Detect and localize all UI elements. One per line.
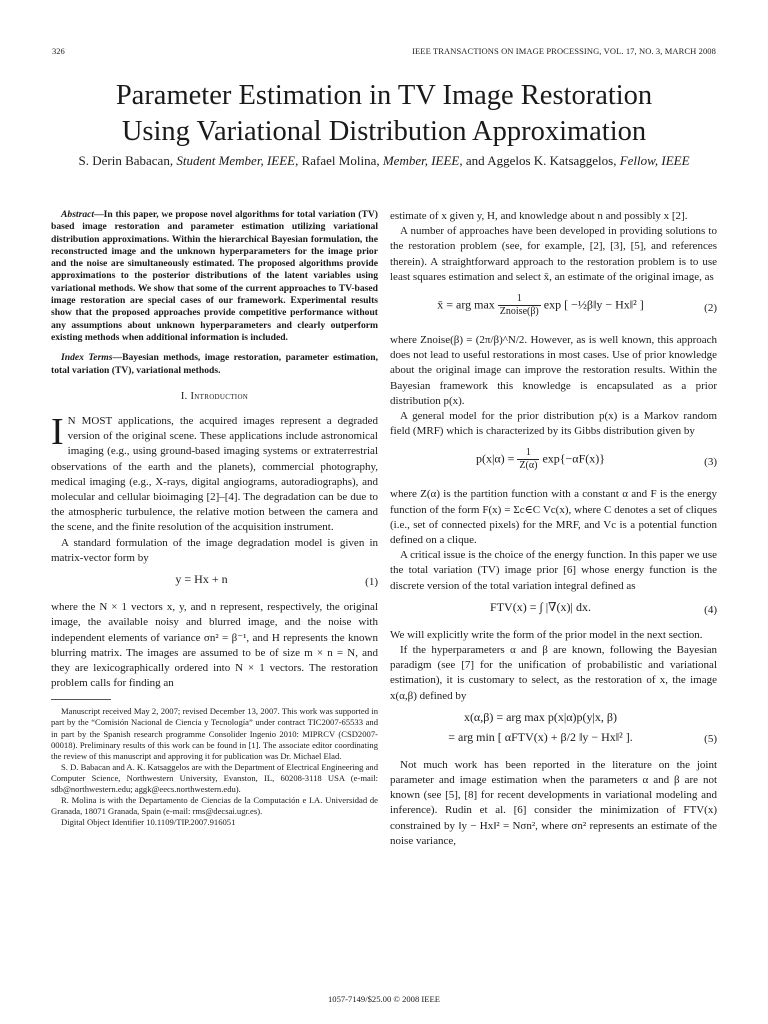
- footnote-affiliation-1: S. D. Babacan and A. K. Katsaggelos are with the Department of Electrical Engineering and Computer Science, Northwestern University, Evanston, IL, 60208-3118 USA (e-mail: sdb@northwestern.edu; aggk@eecs.northwestern.edu).: [51, 761, 378, 794]
- equation-2-body: [390, 293, 691, 318]
- footnote-affiliation-2: R. Molina is with the Departamento de Ciencias de la Computación e I.A. Universidad de Granada, 18071 Granada, Spain (e-mail: rms@decsai.ugr.es).: [51, 795, 378, 817]
- equation-3-rhs: exp{−αF(x)}: [542, 451, 606, 466]
- section-heading: [51, 389, 378, 404]
- index-terms: [51, 352, 378, 377]
- intro-paragraph-3: where the N × 1 vectors x, y, and n represent, respectively, the original image, the available noisy and blurred image, and the noise with independent elements of variance σn² = β⁻¹, and H represents the known blurring matrix. The images are assumed to be of size m × n = N, and they are lexicographically ordered into N × 1 vectors. The restoration problem calls for finding an: [51, 601, 378, 690]
- author-3-role: Fellow, IEEE: [619, 153, 690, 168]
- author-2-name: Rafael Molina,: [301, 153, 380, 168]
- title-line-1: Parameter Estimation in TV Image Restoration: [115, 80, 653, 111]
- paper-title: [30, 78, 738, 150]
- equation-2-frac-top: 1: [498, 293, 541, 306]
- equation-3: [390, 445, 717, 481]
- equation-3-frac-top: 1: [517, 447, 539, 460]
- page-number: 326: [52, 46, 65, 56]
- right-paragraph-8: Not much work has been reported in the literature on the joint parameter and image estimation when the parameters α and β are not known (see [5], [8] for recent developments in variational modeling and inference). Rudin et al. [6] consider the minimization of FTV(x) constrained by ‖y − Hx‖² = Nσn², where σn² represents an estimate of the noise variance,: [390, 758, 717, 847]
- right-paragraph-5: A critical issue is the choice of the energy function. In this paper we use the total variation (TV) image prior [6] whose energy function is the discrete version of the total variation integral defined as: [390, 549, 717, 592]
- equation-4: [390, 600, 717, 622]
- equation-1-body: y = Hx + n: [175, 572, 228, 587]
- index-terms-text: —Bayesian methods, image restoration, parameter estimation, total variation (TV), variational methods.: [51, 352, 378, 376]
- equation-2-fraction: [498, 293, 541, 318]
- equation-4-number: (4): [704, 603, 717, 616]
- equation-5-line-1: x(α,β) = arg max p(x|α)p(y|x, β): [463, 709, 618, 724]
- title-line-2: Using Variational Distribution Approximation: [121, 116, 647, 147]
- footnote-manuscript: Manuscript received May 2, 2007; revised December 13, 2007. This work was supported in part by the “Comisión Nacional de Ciencia y Tecnología” under contract TIC2007-65533 and in part by the Spanish research programme Consolider Ingenio 2010: MIPRCV (CSD2007-00018). Preliminary results of this work can be found in [1]. The associate editor coordinating the review of this manuscript and approving it for publication was Dr. Michael Elad.: [51, 706, 378, 761]
- equation-2-lhs: x̄ = arg max: [437, 297, 495, 312]
- author-1-role: Student Member, IEEE,: [176, 153, 299, 168]
- footnote-divider: [51, 699, 111, 700]
- intro-paragraph-1: [51, 411, 378, 536]
- equation-2: [390, 291, 717, 327]
- equation-2-rhs: exp [ −½β‖y − Hx‖² ]: [543, 297, 644, 312]
- right-paragraph-7: If the hyperparameters α and β are known, following the Bayesian paradigm (see [7] for the unification of probabilistic and variational estimation), it is customary to select, as the restoration of x, the image x(α,β) defined by: [390, 644, 717, 702]
- index-terms-label: Index Terms: [61, 352, 113, 364]
- footnote-doi: Digital Object Identifier 10.1109/TIP.2007.916051: [61, 817, 236, 828]
- equation-4-body: FTV(x) = ∫ |∇(x)| dx.: [490, 599, 591, 614]
- equation-5: [390, 710, 717, 752]
- equation-3-body: [390, 447, 691, 472]
- author-3-name: Aggelos K. Katsaggelos,: [487, 153, 617, 168]
- abstract-label: Abstract: [61, 209, 95, 220]
- journal-header: IEEE TRANSACTIONS ON IMAGE PROCESSING, VOL. 17, NO. 3, MARCH 2008: [412, 46, 716, 56]
- equation-5-line-2: = arg min [ αFTV(x) + β/2 ‖y − Hx‖² ].: [448, 729, 633, 744]
- equation-2-frac-bottom: Znoise(β): [499, 306, 539, 318]
- author-2-role: Member, IEEE,: [382, 153, 463, 168]
- author-1-name: S. Derin Babacan,: [78, 153, 174, 168]
- author-and: and: [465, 153, 485, 168]
- right-column: [390, 209, 717, 849]
- abstract: [51, 209, 378, 344]
- equation-3-frac-bottom: Z(α): [519, 460, 538, 472]
- section-title: Introduction: [190, 390, 249, 402]
- intro-p1-text: N MOST applications, the acquired images represent a degraded version of the original scene. These applications include astronomical imaging (e.g., using ground-based imaging systems or extraterrestrial observations of the earth and the planets), commercial photography, medical imaging (e.g., X-rays, digital angiograms, autoradiographs), and molecular and cellular bioimaging [2]–[4]. The degradation can be due to the atmospheric turbulence, the relative motion between the camera and the scene, and the finite resolution of the acquisition instrument.: [51, 415, 378, 534]
- right-paragraph-0: estimate of x given y, H, and knowledge about n and possibly x [2].: [390, 210, 688, 222]
- right-paragraph-1: A number of approaches have been developed in providing solutions to the restoration problem (see, for example, [2], [3], [5], and references therein). A straightforward approach to the restoration problem is to use least squares estimation and select x̄, an estimate of the original image, as: [390, 225, 717, 283]
- equation-1-number: (1): [365, 576, 378, 589]
- right-paragraph-6: We will explicitly write the form of the prior model in the next section.: [390, 628, 703, 641]
- intro-paragraph-2: A standard formulation of the image degradation model is given in matrix-vector form by: [51, 536, 378, 564]
- equation-3-fraction: [517, 447, 539, 472]
- abstract-text: —In this paper, we propose novel algorithms for total variation (TV) based image restoration and parameter estimation utilizing variational distribution approximations. Within the hierarchical Bayesian formulation, the reconstructed image and the unknown hyperparameters for the image prior and the noise are simultaneously estimated. The proposed algorithms provide approximations to the posterior distributions of the latent variables using variational methods. We show that some of the current approaches to TV-based image restoration are special cases of our framework. Experimental results show that the proposed approaches provide competitive performance without any assumptions about unknown hyperparameters and clearly outperform existing methods when additional information is included.: [51, 209, 378, 343]
- copyright-footer: 1057-7149/$25.00 © 2008 IEEE: [327, 994, 441, 1004]
- right-paragraph-3: A general model for the prior distribution p(x) is a Markov random field (MRF) which is characterized by its Gibbs distribution given by: [390, 410, 717, 438]
- right-paragraph-4: where Z(α) is the partition function with a constant α and F is the energy function of the form F(x) = Σc∈C Vc(x), where C denotes a set of cliques (i.e., set of connected pixels) for the MRF, and Vc is a potential function defined on a clique.: [390, 488, 717, 547]
- equation-2-number: (2): [704, 302, 717, 315]
- author-line: [30, 153, 738, 169]
- equation-3-number: (3): [704, 456, 717, 469]
- equation-1: [51, 572, 378, 594]
- equation-5-number: (5): [704, 732, 717, 745]
- section-numeral: I.: [180, 390, 188, 402]
- right-paragraph-2: where Znoise(β) = (2π/β)^N/2. However, as is well known, this approach does not lead to useful restorations in most cases. Use of prior knowledge about the original image can improve the restoration results. Within the Bayesian framework this knowledge is encapsulated as a prior distribution p(x).: [390, 334, 717, 407]
- left-column: [51, 209, 378, 828]
- drop-cap: I: [51, 411, 64, 454]
- equation-3-lhs: p(x|α) =: [475, 451, 515, 466]
